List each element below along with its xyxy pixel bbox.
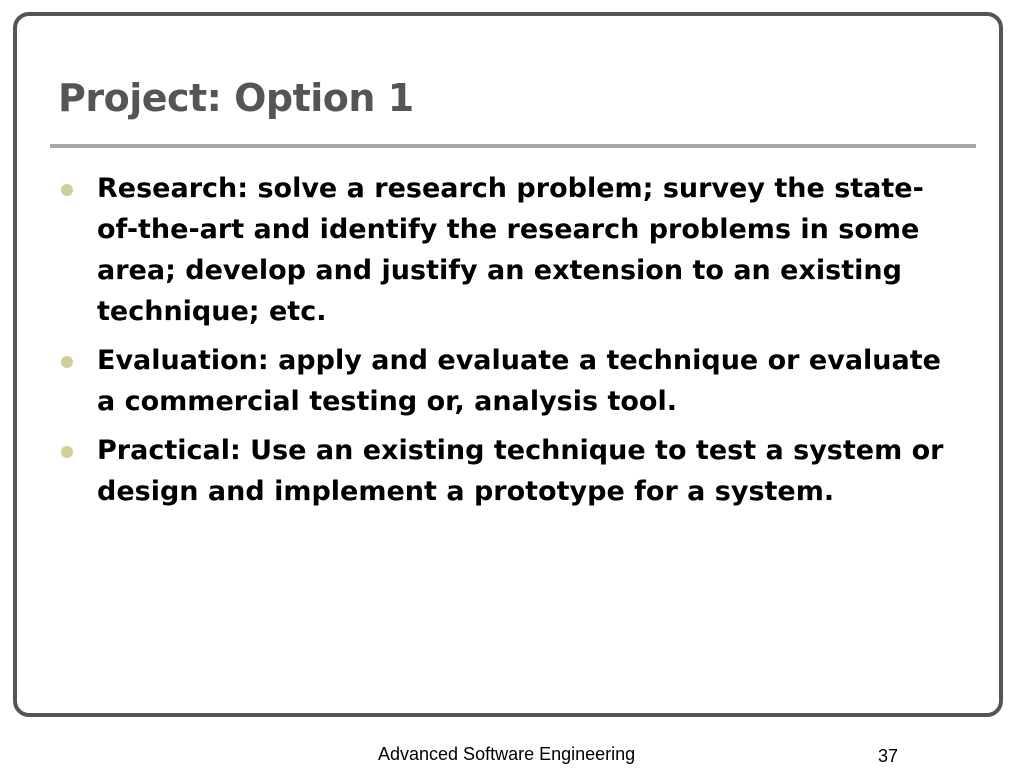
slide-title: Project: Option 1 <box>58 76 414 120</box>
bullet-list <box>58 168 958 520</box>
page-number: 37 <box>878 746 899 766</box>
bullet-item-research <box>58 168 958 332</box>
footer-course-title: Advanced Software Engineering <box>378 744 636 764</box>
bullet-text: Evaluation: apply and evaluate a technique or evaluate a commercial testing or, analysis tool. <box>97 345 941 417</box>
bullet-dot-icon <box>61 356 73 368</box>
title-divider <box>50 144 976 148</box>
bullet-dot-icon <box>61 184 73 196</box>
bullet-text: Research: solve a research problem; survey the state-of-the-art and identify the research problems in some area; develop and justify an extension to an existing technique; etc. <box>97 173 924 327</box>
bullet-text: Practical: Use an existing technique to test a system or design and implement a prototype for a system. <box>97 435 944 507</box>
bullet-item-evaluation <box>58 340 958 422</box>
bullet-dot-icon <box>61 446 73 458</box>
bullet-item-practical <box>58 430 958 512</box>
